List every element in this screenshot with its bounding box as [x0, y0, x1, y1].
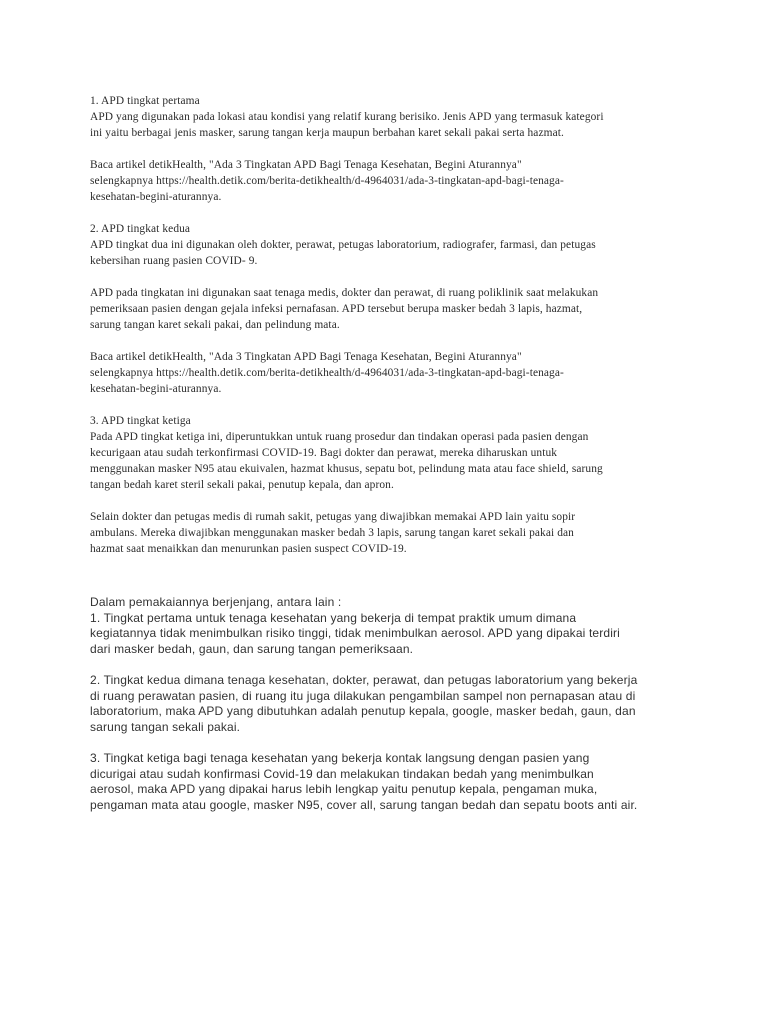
- text-line: selengkapnya https://health.detik.com/berita-detikhealth/d-4964031/ada-3-tingkatan-apd-bagi-tenaga-: [90, 367, 564, 379]
- text-line: di ruang perawatan pasien, di ruang itu juga dilakukan pengambilan sampel non pernapasan atau di: [90, 688, 636, 703]
- text-line: APD tingkat dua ini digunakan oleh dokter, perawat, petugas laboratorium, radiografer, farmasi, dan petugas: [90, 239, 596, 251]
- text-line: dari masker bedah, gaun, dan sarung tangan pemeriksaan.: [90, 641, 414, 656]
- text-line: Baca artikel detikHealth, "Ada 3 Tingkatan APD Bagi Tenaga Kesehatan, Begini Aturannya": [90, 159, 522, 171]
- text-line: laboratorium, maka APD yang dibutuhkan adalah penutup kepala, google, masker bedah, gaun, dan: [90, 704, 636, 718]
- paragraph-apd-level-3: [90, 413, 690, 493]
- heading-apd-level-1: 1. APD tingkat pertama: [90, 95, 200, 107]
- paragraph-tiered-level-3: [90, 751, 690, 813]
- paragraph-apd-level-2-detail: [90, 285, 690, 333]
- paragraph-source-citation: [90, 349, 690, 397]
- summary-section-sans: [90, 595, 690, 813]
- text-line: 1. Tingkat pertama untuk tenaga kesehatan yang bekerja di tempat praktik umum dimana: [90, 610, 577, 625]
- text-line: hazmat saat menaikkan dan menurunkan pasien suspect COVID-19.: [90, 543, 407, 555]
- text-line: APD pada tingkatan ini digunakan saat tenaga medis, dokter dan perawat, di ruang poliklinik saat melakukan: [90, 287, 599, 299]
- paragraph-source-citation: [90, 157, 690, 205]
- text-line: Pada APD tingkat ketiga ini, diperuntukkan untuk ruang prosedur dan tindakan operasi pada pasien dengan: [90, 431, 589, 443]
- text-line: dicurigai atau sudah konfirmasi Covid-19 dan melakukan tindakan bedah yang menimbulkan: [90, 766, 594, 781]
- text-line: kesehatan-begini-aturannya.: [90, 383, 222, 395]
- paragraph-tiered-level-1: [90, 595, 690, 657]
- text-line: ambulans. Mereka diwajibkan menggunakan masker bedah 3 lapis, sarung tangan karet sekali pakai dan: [90, 527, 574, 539]
- text-line: Selain dokter dan petugas medis di rumah sakit, petugas yang diwajibkan memakai APD lain yaitu sopir: [90, 511, 576, 523]
- text-line: kecurigaan atau sudah terkonfirmasi COVID-19. Bagi dokter dan perawat, mereka diharuskan untuk: [90, 447, 558, 459]
- text-line: selengkapnya https://health.detik.com/berita-detikhealth/d-4964031/ada-3-tingkatan-apd-bagi-tenaga-: [90, 175, 564, 187]
- text-line: kebersihan ruang pasien COVID- 9.: [90, 255, 258, 267]
- text-line: kegiatannya tidak menimbulkan risiko tinggi, tidak menimbulkan aerosol. APD yang dipakai terdiri: [90, 626, 621, 640]
- text-line: Baca artikel detikHealth, "Ada 3 Tingkatan APD Bagi Tenaga Kesehatan, Begini Aturannya": [90, 351, 522, 363]
- paragraph-apd-level-1: [90, 93, 690, 141]
- text-line: tangan bedah karet steril sekali pakai, penutup kepala, dan apron.: [90, 479, 394, 491]
- paragraph-apd-level-2: [90, 221, 690, 269]
- text-line: sarung tangan karet sekali pakai, dan pelindung mata.: [90, 319, 340, 331]
- text-line: aerosol, maka APD yang dipakai harus lebih lengkap yaitu penutup kepala, pengaman muka,: [90, 782, 598, 796]
- text-line: menggunakan masker N95 atau ekuivalen, hazmat khusus, sepatu bot, pelindung mata atau face shield, sarung: [90, 463, 603, 475]
- heading-apd-level-3: 3. APD tingkat ketiga: [90, 415, 191, 427]
- text-line: 3. Tingkat ketiga bagi tenaga kesehatan yang bekerja kontak langsung dengan pasien yang: [90, 751, 590, 765]
- text-line: 2. Tingkat kedua dimana tenaga kesehatan, dokter, perawat, dan petugas laboratorium yang bekerja: [90, 673, 638, 687]
- paragraph-tiered-level-2: [90, 673, 690, 735]
- article-section-serif: [90, 93, 690, 557]
- text-line: APD yang digunakan pada lokasi atau kondisi yang relatif kurang berisiko. Jenis APD yang termasuk kategori: [90, 111, 604, 123]
- text-line: pengaman mata atau google, masker N95, cover all, sarung tangan bedah dan sepatu boots anti air.: [90, 797, 638, 812]
- paragraph-ambulance-drivers: [90, 509, 690, 557]
- text-line: sarung tangan sekali pakai.: [90, 719, 241, 734]
- text-line: kesehatan-begini-aturannya.: [90, 191, 222, 203]
- text-line: pemeriksaan pasien dengan gejala infeksi pernafasan. APD tersebut berupa masker bedah 3 lapis, hazmat,: [90, 303, 583, 315]
- heading-apd-level-2: 2. APD tingkat kedua: [90, 223, 191, 235]
- summary-intro: Dalam pemakaiannya berjenjang, antara lain :: [90, 595, 342, 609]
- text-line: ini yaitu berbagai jenis masker, sarung tangan kerja maupun berbahan karet sekali pakai serta hazmat.: [90, 127, 564, 139]
- document-page: [90, 93, 690, 829]
